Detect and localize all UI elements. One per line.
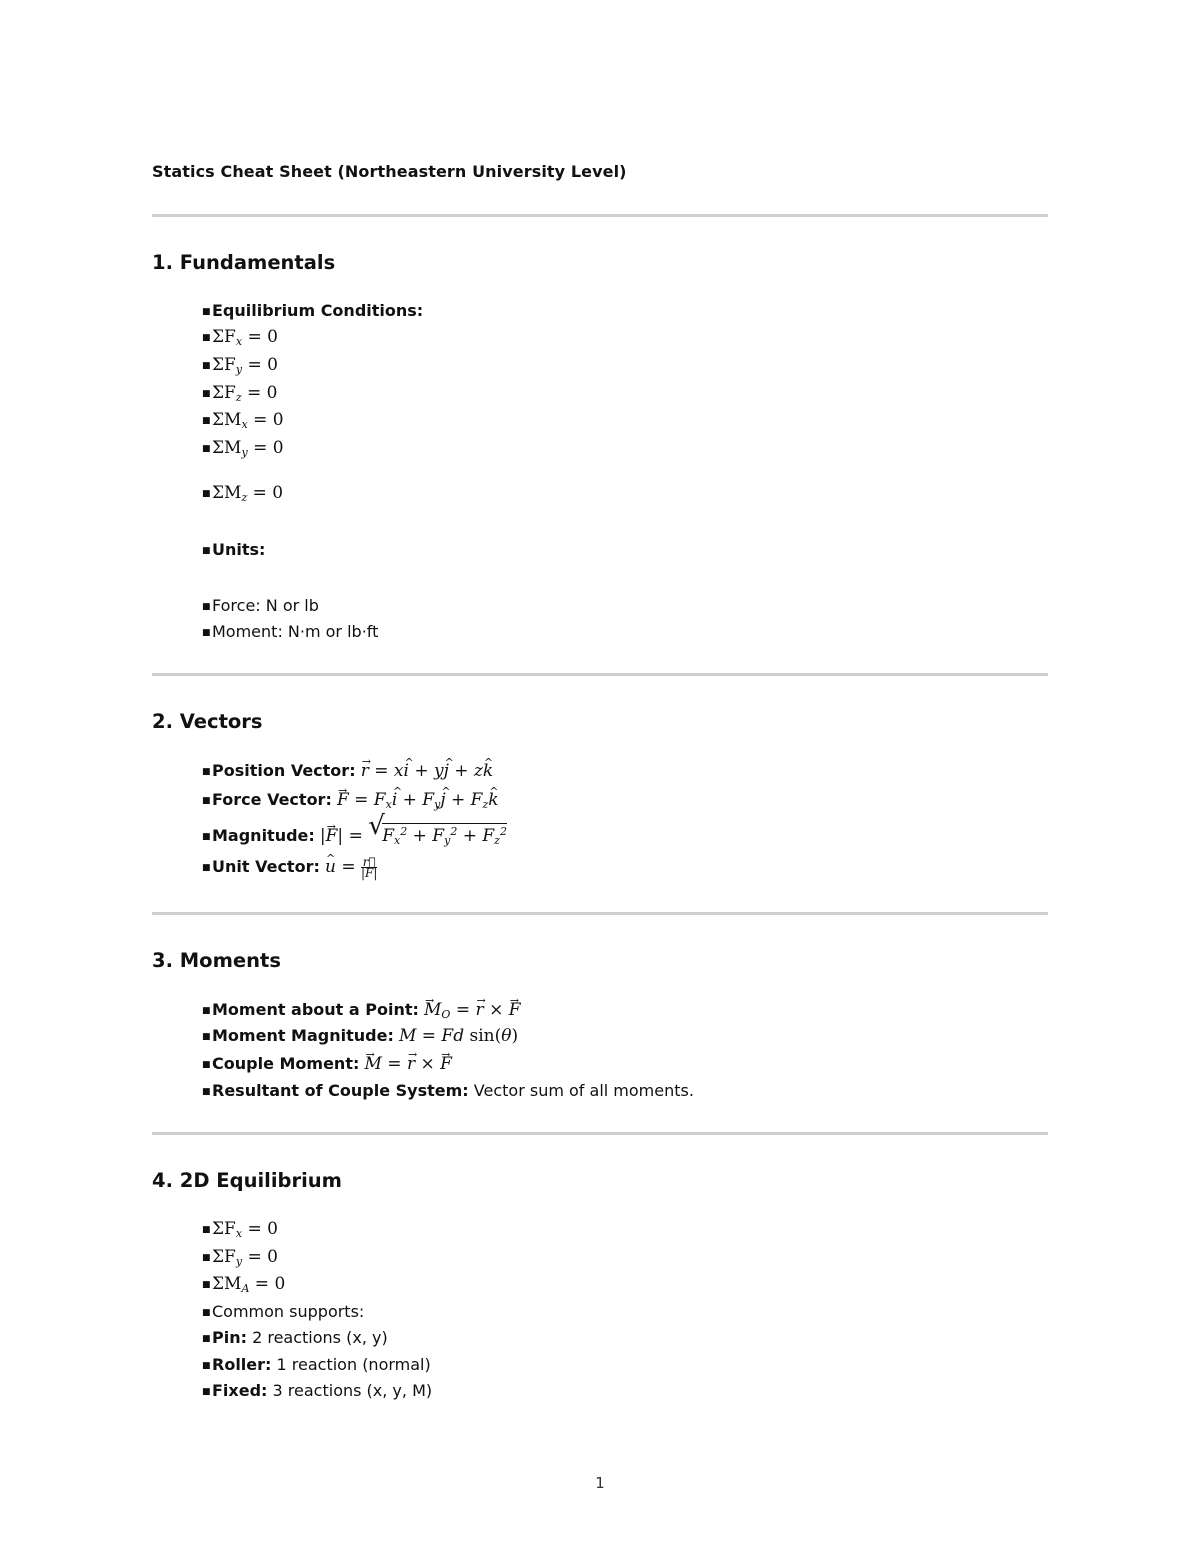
list-item-moment-magnitude: ■Moment Magnitude: M = Fd sin(θ) <box>202 1026 519 1046</box>
list-item-sum-mx: $■\Sigma M_x = 0$ <box>202 410 284 431</box>
document-title: Statics Cheat Sheet (Northeastern University Level) <box>152 162 627 181</box>
bullet-icon: ■ <box>202 1032 211 1042</box>
bullet-icon: ■ <box>202 767 211 777</box>
bullet-icon: ■ <box>202 628 211 638</box>
section-heading-moments: 3. Moments <box>152 949 281 972</box>
bullet-icon: ■ <box>202 1334 211 1344</box>
section-heading-2d-equilibrium: 4. 2D Equilibrium <box>152 1169 342 1192</box>
bullet-icon: ■ <box>202 1280 211 1290</box>
bullet-icon: ■ <box>202 863 211 873</box>
bullet-icon: ■ <box>202 416 211 426</box>
list-item-sum-fx-2d: $■\Sigma F_x = 0$ <box>202 1219 278 1240</box>
bullet-icon: ■ <box>202 1087 211 1097</box>
page-number: 1 <box>595 1474 605 1492</box>
bullet-icon: ■ <box>202 1387 211 1397</box>
bullet-icon: ■ <box>202 361 211 371</box>
bullet-icon: ■ <box>202 832 211 842</box>
bullet-icon: ■ <box>202 1253 211 1263</box>
list-item-sum-fy: $■\Sigma F_y = 0$ <box>202 355 278 376</box>
bullet-icon: ■ <box>202 1006 211 1016</box>
section-divider <box>152 912 1048 915</box>
section-divider <box>152 673 1048 676</box>
list-item-pin: ■Pin: 2 reactions (x, y) <box>202 1328 388 1347</box>
bullet-icon: ■ <box>202 546 211 556</box>
bullet-icon: ■ <box>202 489 211 499</box>
list-item-moment-units: ■Moment: N·m or lb·ft <box>202 622 379 641</box>
section-divider <box>152 1132 1048 1135</box>
bullet-icon: ■ <box>202 796 211 806</box>
list-item-unit-vector: ■Unit Vector: ^ u = $\frac{r⃗}{|F|}$ <box>202 857 377 878</box>
list-item-sum-fx: $■\Sigma F_x = 0$ <box>202 327 278 348</box>
list-item-force-units: ■Force: N or lb <box>202 596 319 615</box>
bullet-icon: ■ <box>202 307 211 317</box>
bullet-icon: ■ <box>202 1308 211 1318</box>
bullet-icon: ■ <box>202 389 211 399</box>
list-item-moment-about-point: ■Moment about a Point: → $M_O$ = → r × → F <box>202 1000 521 1021</box>
bullet-icon: ■ <box>202 1060 211 1070</box>
list-item-resultant: ■Resultant of Couple System: Vector sum of all moments. <box>202 1081 694 1100</box>
list-item-equilibrium-conditions: ■Equilibrium Conditions: <box>202 301 424 320</box>
list-item-units: ■Units: <box>202 540 266 559</box>
list-item-force-vector: ■Force Vector: → $F = F_x\^{}$ $i + F_y\^{}$ $j + F_z\^{}$ k <box>202 790 499 811</box>
bullet-icon: ■ <box>202 1361 211 1371</box>
list-item-sum-my: $■\Sigma M_y = 0$ <box>202 438 284 459</box>
list-item-sum-fz: $■\Sigma F_z = 0$ <box>202 383 278 404</box>
list-item-fixed: ■Fixed: 3 reactions (x, y, M) <box>202 1381 433 1400</box>
section-divider <box>152 214 1048 217</box>
list-item-magnitude: ■Magnitude: |→ F| = √ $F_x^2 + F_y^2 + F_z^2$ <box>202 820 507 847</box>
list-item-couple-moment: ■Couple Moment: → M = → r × → F <box>202 1054 452 1075</box>
list-item-sum-mz: $■\Sigma M_z = 0$ <box>202 483 284 504</box>
list-item-common-supports: ■Common supports: <box>202 1302 365 1321</box>
list-item-sum-fy-2d: $■\Sigma F_y = 0$ <box>202 1247 278 1268</box>
section-heading-fundamentals: 1. Fundamentals <box>152 251 336 274</box>
list-item-position-vector: ■Position Vector: → r = x^ i + y^ j + z^ k <box>202 761 493 782</box>
bullet-icon: ■ <box>202 444 211 454</box>
bullet-icon: ■ <box>202 333 211 343</box>
bullet-icon: ■ <box>202 1225 211 1235</box>
list-item-roller: ■Roller: 1 reaction (normal) <box>202 1355 431 1374</box>
section-heading-vectors: 2. Vectors <box>152 710 263 733</box>
bullet-icon: ■ <box>202 602 211 612</box>
list-item-sum-ma: $■\Sigma M_A = 0$ <box>202 1274 286 1295</box>
